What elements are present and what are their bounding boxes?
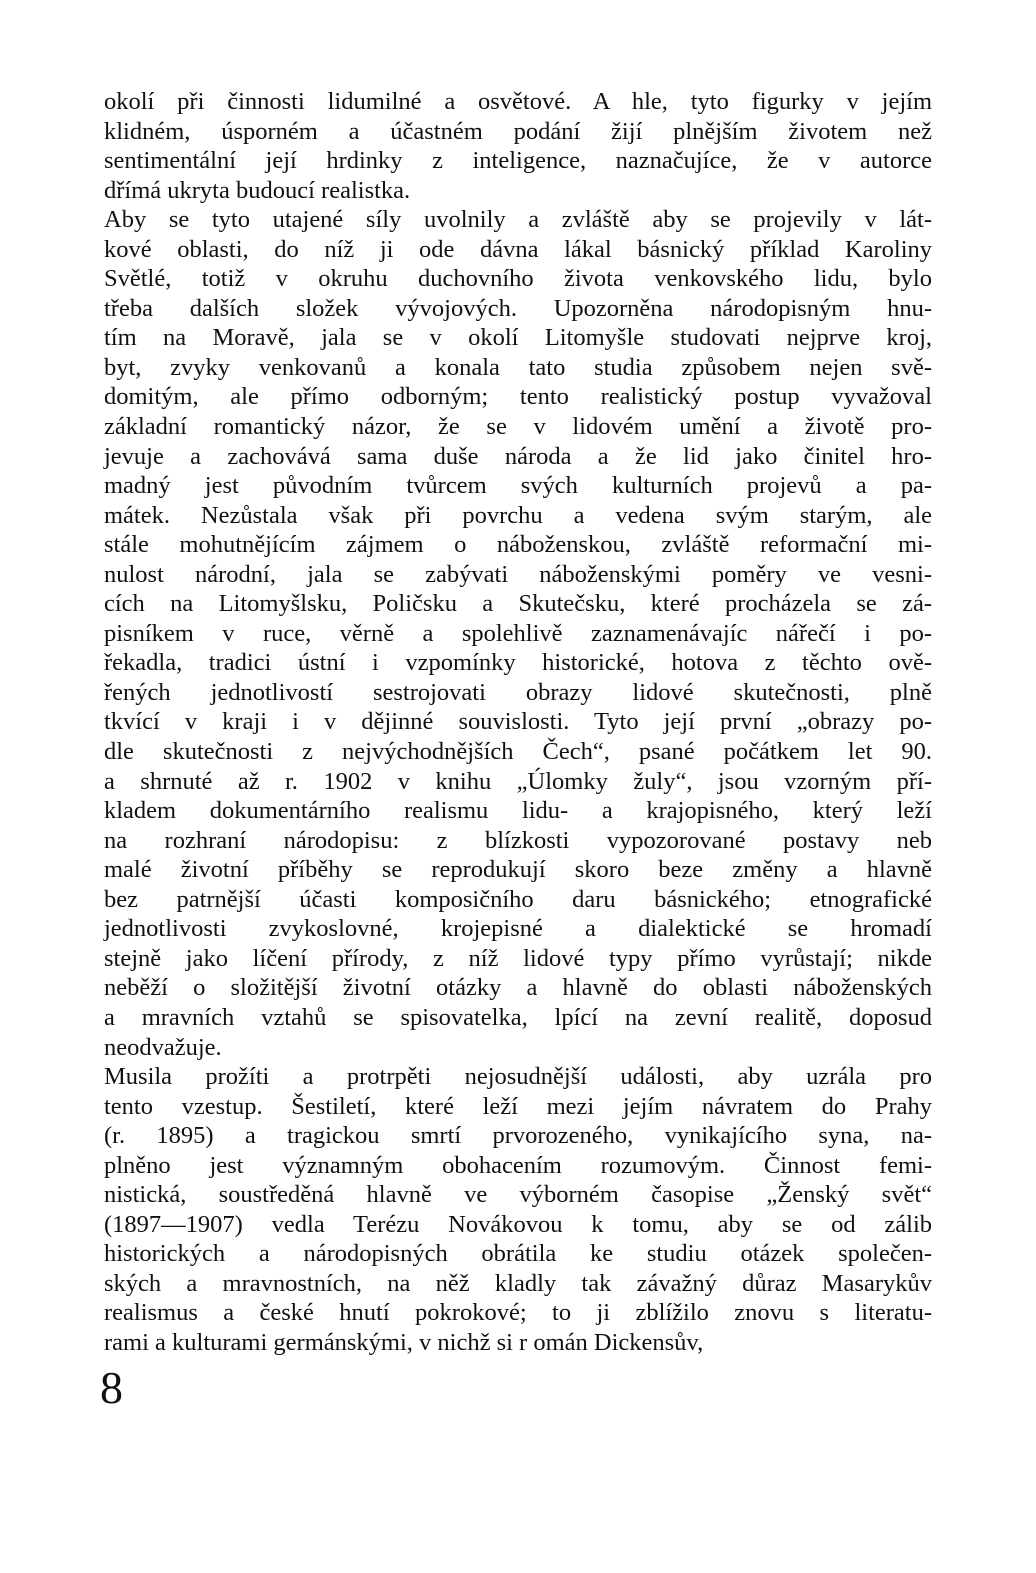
text-line: rami a kulturami germánskými, v nichž si r omán Dickensův, [104,1328,704,1356]
text-line: třeba dalších složek vývojových. Upozorněna národopisným hnu- [104,294,932,322]
text-line: sentimentální její hrdinky z inteligence, naznačujíce, že v autorce [104,147,932,175]
text-line: Aby se tyto utajené síly uvolnily a zvláště aby se projevily v lát- [104,206,932,234]
text-line: historických a národopisných obrátila ke studiu otázek společen- [104,1240,932,1268]
text-line: malé životní příběhy se reprodukují skoro beze změny a hlavně [104,856,932,884]
text-line: okolí při činnosti lidumilné a osvětové. A hle, tyto figurky v jejím [104,88,932,115]
text-line: dle skutečnosti z nejvýchodnějších Čech“, psané počátkem let 90. [104,738,932,766]
text-line: jednotlivosti zvykoslovné, krojepisné a dialektické se hromadí [104,915,932,943]
text-line: (r. 1895) a tragickou smrtí prvorozeného, vynikajícího syna, na- [104,1122,932,1150]
text-line: plněno jest významným obohacením rozumovým. Činnost femi- [104,1151,932,1179]
text-line: (1897—1907) vedla Terézu Novákovou k tomu, aby se od zálib [104,1210,932,1238]
text-line: bez patrnější účasti komposičního daru básnického; etnografické [104,885,932,913]
text-line: tento vzestup. Šestiletí, které leží mezi jejím návratem do Prahy [104,1092,932,1120]
text-line: cích na Litomyšlsku, Poličsku a Skutečsku, které procházela se zá- [104,590,932,618]
text-line: byt, zvyky venkovanů a konala tato studia způsobem nejen svě- [104,353,932,381]
text-line: nulost národní, jala se zabývati náboženskými poměry ve vesni- [104,560,932,588]
text-line: na rozhraní národopisu: z blízkosti vypozorované postavy neb [104,826,932,854]
text-line: tím na Moravě, jala se v okolí Litomyšle studovati nejprve kroj, [104,324,932,352]
text-line: domitým, ale přímo odborným; tento realistický postup vyvažoval [104,383,932,411]
text-line: ských a mravnostních, na něž kladly tak závažný důraz Masarykův [104,1269,932,1297]
text-line: základní romantický názor, že se v lidovém umění a životě pro- [104,413,932,441]
body-text [104,87,932,1358]
text-line: a shrnuté až r. 1902 v knihu „Úlomky žuly“, jsou vzorným pří- [104,767,932,795]
text-line: neodvažuje. [104,1033,222,1061]
text-line: jevuje a zachovává sama duše národa a že lid jako činitel hro- [104,442,932,470]
text-line: Musila prožíti a protrpěti nejosudnější události, aby uzrála pro [104,1063,932,1091]
text-line: madný jest původním tvůrcem svých kulturních projevů a pa- [104,472,932,500]
text-line: tkvící v kraji i v dějinné souvislosti. Tyto její první „obrazy po- [104,708,932,736]
text-line: mátek. Nezůstala však při povrchu a vedena svým starým, ale [104,501,932,529]
text-line: Světlé, totiž v okruhu duchovního života venkovského lidu, bylo [104,265,932,293]
text-line: dřímá ukryta budoucí realistka. [104,176,411,204]
text-line: kladem dokumentárního realismu lidu- a krajopisného, který leží [104,797,932,825]
page-number: 8 [100,1362,123,1413]
text-line: nistická, soustředěná hlavně ve výborném časopise „Ženský svět“ [104,1181,932,1209]
text-line: stále mohutnějícím zájmem o náboženskou, zvláště reformační mi- [104,531,932,559]
text-line: řených jednotlivostí sestrojovati obrazy lidové skutečnosti, plně [104,678,932,706]
text-line: klidném, úsporném a účastném podání žijí plnějším životem než [104,117,932,145]
text-line: realismus a české hnutí pokrokové; to ji zblížilo znovu s literatu- [104,1299,932,1327]
text-line: kové oblasti, do níž ji ode dávna lákal básnický příklad Karoliny [104,235,932,263]
text-line: a mravních vztahů se spisovatelka, lpící na zevní realitě, doposud [104,1003,932,1031]
text-line: neběží o složitější životní otázky a hlavně do oblasti náboženských [104,974,932,1002]
text-line: řekadla, tradici ústní i vzpomínky historické, hotova z těchto ově- [104,649,932,677]
text-line: pisníkem v ruce, věrně a spolehlivě zaznamenávajíc nářečí i po- [104,619,932,647]
text-line: stejně jako líčení přírody, z níž lidové typy přímo vyrůstají; nikde [104,944,932,972]
